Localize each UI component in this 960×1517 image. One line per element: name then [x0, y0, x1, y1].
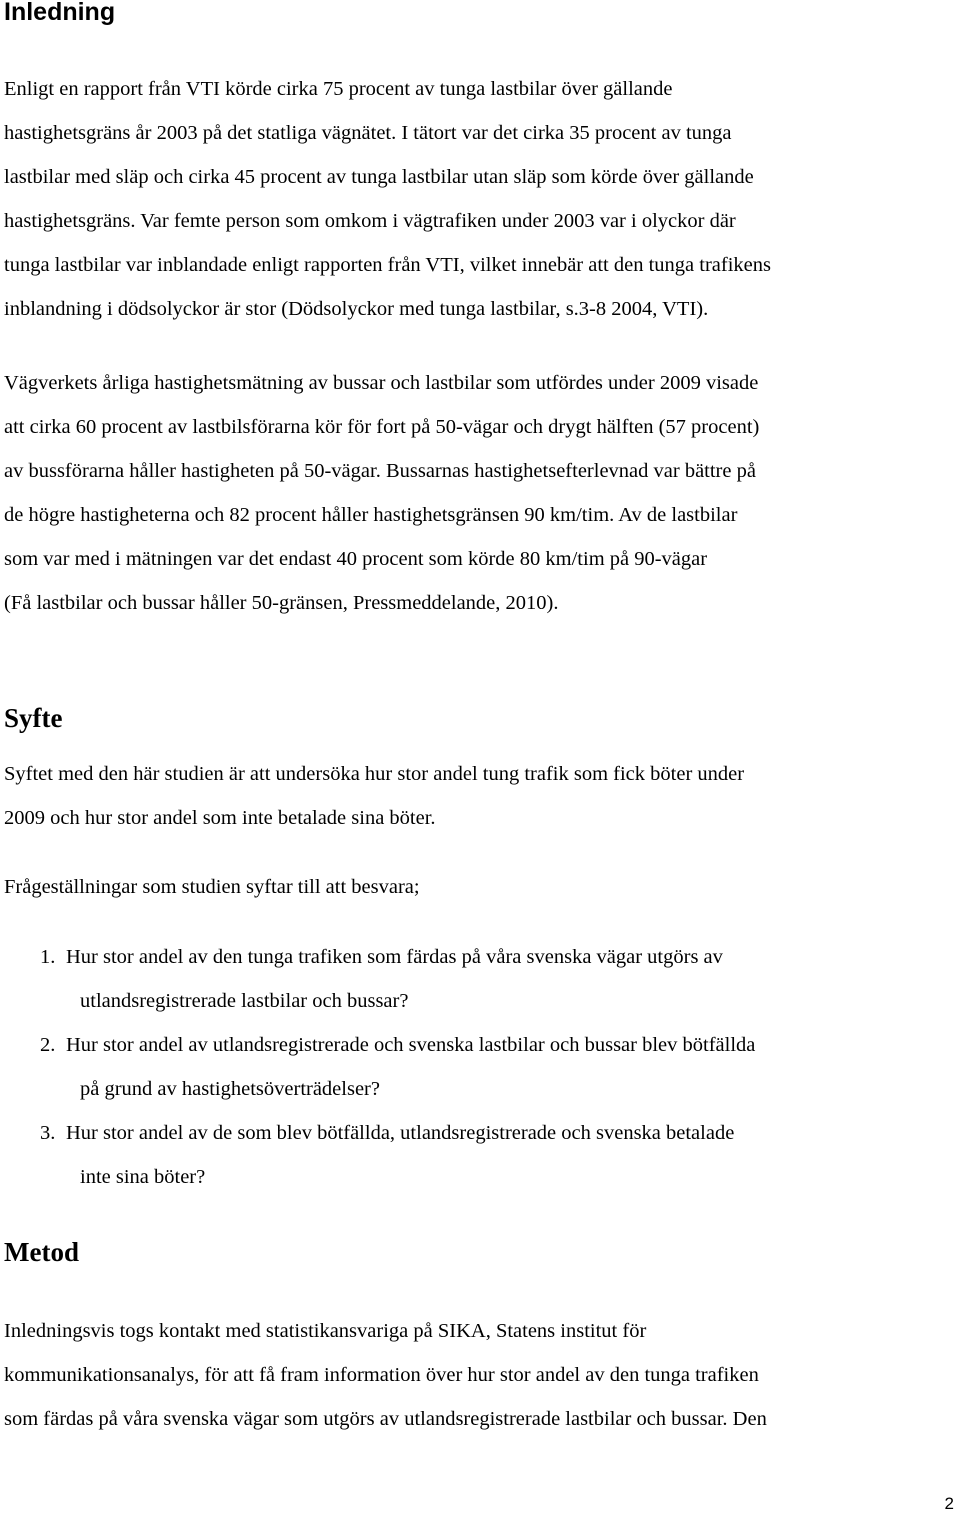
- list-item: [0, 1023, 960, 1111]
- heading-inledning: Inledning: [4, 0, 116, 26]
- text-line: Enligt en rapport från VTI körde cirka 75 procent av tunga lastbilar över gällande: [4, 78, 673, 100]
- questions-list: [0, 935, 960, 1199]
- text-line: inblandning i dödsolyckor är stor (Dödsolyckor med tunga lastbilar, s.3-8 2004, VTI).: [4, 298, 709, 320]
- paragraph-inledning-2: [4, 361, 956, 625]
- text-line: utlandsregistrerade lastbilar och bussar?: [80, 990, 409, 1012]
- heading-syfte: Syfte: [4, 703, 63, 733]
- text-line: hastighetsgräns. Var femte person som omkom i vägtrafiken under 2003 var i olyckor där: [4, 210, 736, 232]
- text-line: Inledningsvis togs kontakt med statistikansvariga på SIKA, Statens institut för: [4, 1320, 647, 1342]
- text-line: Hur stor andel av de som blev bötfällda, utlandsregistrerade och svenska betalade: [66, 1122, 735, 1144]
- paragraph-metod: [4, 1309, 956, 1441]
- page-number: 2: [944, 1494, 954, 1513]
- text-line: tunga lastbilar var inblandade enligt rapporten från VTI, vilket innebär att den tunga trafikens: [4, 254, 771, 276]
- text-line: som var med i mätningen var det endast 40 procent som körde 80 km/tim på 90-vägar: [4, 548, 708, 570]
- list-item: [0, 1111, 960, 1199]
- text-line: (Få lastbilar och bussar håller 50-gränsen, Pressmeddelande, 2010).: [4, 592, 559, 614]
- list-item: [0, 935, 960, 1023]
- list-item-number: 2.: [40, 1034, 56, 1056]
- text-line: lastbilar med släp och cirka 45 procent av tunga lastbilar utan släp som körde över gällande: [4, 166, 754, 188]
- text-line: de högre hastigheterna och 82 procent håller hastighetsgränsen 90 km/tim. Av de lastbilar: [4, 504, 738, 526]
- questions-intro: [4, 865, 956, 909]
- text-line: inte sina böter?: [80, 1166, 206, 1188]
- text-line: som färdas på våra svenska vägar som utgörs av utlandsregistrerade lastbilar och bussar. Den: [4, 1408, 767, 1430]
- list-item-number: 1.: [40, 946, 56, 968]
- paragraph-syfte: [4, 752, 956, 840]
- text-line: Hur stor andel av utlandsregistrerade och svenska lastbilar och bussar blev bötfällda: [66, 1034, 756, 1056]
- heading-metod: Metod: [4, 1237, 79, 1267]
- text-line: hastighetsgräns år 2003 på det statliga vägnätet. I tätort var det cirka 35 procent av tunga: [4, 122, 732, 144]
- text-line: 2009 och hur stor andel som inte betalade sina böter.: [4, 807, 436, 829]
- text-line: att cirka 60 procent av lastbilsförarna kör för fort på 50-vägar och drygt hälften (57 procent): [4, 416, 760, 438]
- text-line: kommunikationsanalys, för att få fram information över hur stor andel av den tunga trafiken: [4, 1364, 759, 1386]
- text-line: Hur stor andel av den tunga trafiken som färdas på våra svenska vägar utgörs av: [66, 946, 723, 968]
- paragraph-inledning-1: [4, 67, 956, 331]
- list-item-number: 3.: [40, 1122, 56, 1144]
- text-line: av bussförarna håller hastigheten på 50-vägar. Bussarnas hastighetsefterlevnad var bättre på: [4, 460, 756, 482]
- text-line: på grund av hastighetsöverträdelser?: [80, 1078, 380, 1100]
- text-line: Frågeställningar som studien syftar till att besvara;: [4, 876, 420, 898]
- text-line: Vägverkets årliga hastighetsmätning av bussar och lastbilar som utfördes under 2009 visade: [4, 372, 759, 394]
- text-line: Syftet med den här studien är att undersöka hur stor andel tung trafik som fick böter under: [4, 763, 745, 785]
